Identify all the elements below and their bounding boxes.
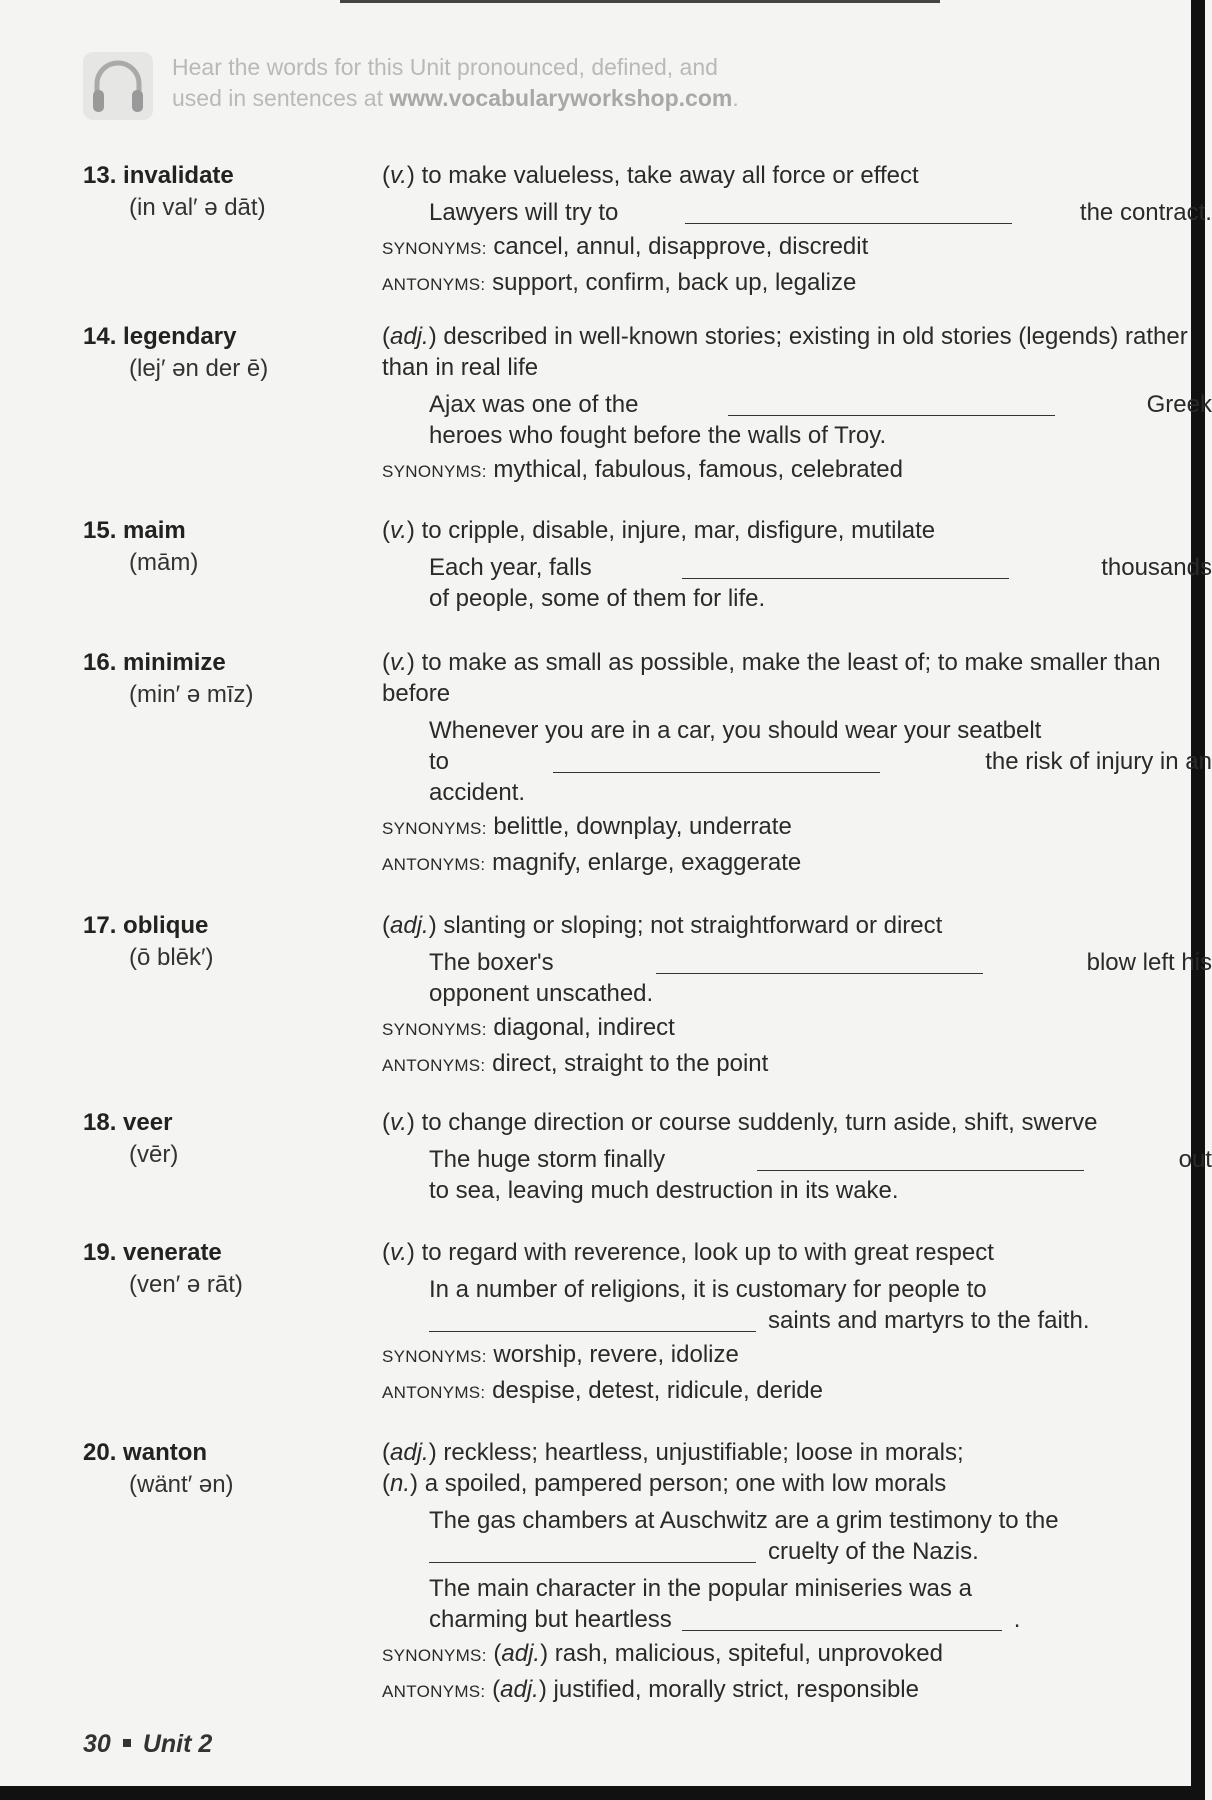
banner-line-1: Hear the words for this Unit pronounced, defined, and <box>172 54 718 80</box>
entry-heading <box>83 321 383 385</box>
example-line <box>429 1536 1212 1567</box>
entry-word: oblique <box>123 912 209 939</box>
example-sentence <box>382 715 1212 808</box>
audio-banner-text <box>172 52 739 114</box>
definition: (v.) to regard with reverence, look up to with great respect <box>382 1239 994 1266</box>
synonyms-line <box>382 455 1212 487</box>
example-text: thousands <box>1101 554 1212 581</box>
part-of-speech: v. <box>390 162 407 189</box>
definition-text: slanting or sloping; not straightforward or direct <box>443 912 943 939</box>
part-of-speech: v. <box>390 1109 407 1136</box>
definition: (n.) a spoiled, pampered person; one with low morals <box>382 1470 947 1497</box>
example-text: of people, some of them for life. <box>429 585 766 612</box>
entry-heading <box>83 1437 383 1501</box>
entry-title-line <box>83 1107 383 1139</box>
definition-text: described in well-known stories; existing in old stories (legends) rather than in real life <box>382 323 1188 381</box>
entry-word: minimize <box>123 649 226 676</box>
definition: (adj.) reckless; heartless, unjustifiable; loose in morals; <box>382 1439 964 1466</box>
entry-word: venerate <box>123 1239 222 1266</box>
definition: (v.) to make valueless, take away all force or effect <box>382 162 919 189</box>
answer-blank[interactable] <box>656 953 983 974</box>
example-line <box>429 978 1212 1009</box>
example-text: the contract. <box>1079 199 1212 226</box>
example-text: heroes who fought before the walls of Troy. <box>429 422 887 449</box>
answer-blank[interactable] <box>728 395 1055 416</box>
answer-blank[interactable] <box>757 1150 1084 1171</box>
example-text: The main character in the popular miniseries was a <box>429 1575 972 1602</box>
example-text: saints and martyrs to the faith. <box>768 1307 1090 1334</box>
example-sentence <box>382 1505 1212 1567</box>
answer-blank[interactable] <box>429 1311 756 1332</box>
entry-number: 20. <box>83 1439 117 1466</box>
example-text: cruelty of the Nazis. <box>768 1538 979 1565</box>
example-line <box>429 715 1212 746</box>
definition-text: to make as small as possible, make the least of; to make smaller than before <box>382 649 1161 707</box>
antonyms-line <box>382 1376 1212 1408</box>
example-sentence <box>382 947 1212 1009</box>
synonyms-text: rash, malicious, spiteful, unprovoked <box>554 1640 943 1667</box>
entry-title-line <box>83 515 383 547</box>
banner-line-2: used in sentences at <box>172 85 383 111</box>
entry-number: 17. <box>83 912 117 939</box>
pronunciation: (min′ ə mīz) <box>129 681 254 708</box>
part-of-speech: adj. <box>390 912 429 939</box>
answer-blank[interactable] <box>682 1610 1002 1631</box>
synonyms-text: mythical, fabulous, famous, celebrated <box>493 456 903 483</box>
example-line <box>429 583 1212 614</box>
synonyms-label: SYNONYMS: <box>382 1347 487 1366</box>
entry-word: legendary <box>123 323 237 350</box>
synonyms-text: worship, revere, idolize <box>493 1341 739 1368</box>
synonyms-line <box>382 232 1212 264</box>
website-link[interactable]: www.vocabularyworkshop.com <box>389 85 733 111</box>
headphones-icon <box>83 52 153 120</box>
example-text: to sea, leaving much destruction in its wake. <box>429 1177 899 1204</box>
synonyms-line <box>382 1013 1212 1045</box>
antonyms-label: ANTONYMS: <box>382 855 486 874</box>
part-of-speech: v. <box>390 649 407 676</box>
entry-number: 13. <box>83 162 117 189</box>
entry-title-line <box>83 1237 383 1269</box>
antonyms-text: direct, straight to the point <box>492 1050 769 1077</box>
synonyms-label: SYNONYMS: <box>382 1646 487 1665</box>
entry-number: 18. <box>83 1109 117 1136</box>
synonyms-label: SYNONYMS: <box>382 462 487 481</box>
entry-body <box>382 1107 1212 1206</box>
part-of-speech: adj. <box>500 1676 539 1703</box>
entry-body <box>382 1437 1212 1707</box>
example-line <box>429 1505 1212 1536</box>
example-line <box>429 777 1212 808</box>
example-text: Greek <box>1146 391 1212 418</box>
page-footer <box>83 1730 212 1759</box>
entry-heading <box>83 160 383 224</box>
synonyms-line: SYNONYMS: (adj.) rash, malicious, spiteful, unprovoked <box>382 1640 943 1667</box>
antonyms-text: magnify, enlarge, exaggerate <box>492 849 802 876</box>
example-text: . <box>1013 1606 1021 1633</box>
part-of-speech: v. <box>390 517 407 544</box>
example-sentence <box>382 552 1212 614</box>
example-sentence <box>382 1144 1212 1206</box>
example-line <box>429 1144 1212 1175</box>
antonyms-text: despise, detest, ridicule, deride <box>492 1377 823 1404</box>
page-number: 30 <box>83 1730 111 1758</box>
entry-word: wanton <box>123 1439 208 1466</box>
example-sentence <box>382 197 1212 228</box>
part-of-speech: n. <box>390 1470 411 1497</box>
entry-title-line <box>83 647 383 679</box>
example-text: accident. <box>429 779 526 806</box>
entry-heading <box>83 1107 383 1171</box>
part-of-speech: adj. <box>390 1439 429 1466</box>
antonyms-label: ANTONYMS: <box>382 1056 486 1075</box>
pronunciation: (vēr) <box>129 1141 179 1168</box>
example-line <box>429 1175 1212 1206</box>
synonyms-label: SYNONYMS: <box>382 1020 487 1039</box>
example-text: out <box>1178 1146 1212 1173</box>
definition: (adj.) slanting or sloping; not straightforward or direct <box>382 912 943 939</box>
entry-number: 15. <box>83 517 117 544</box>
example-text: blow left his <box>1086 949 1212 976</box>
example-text: The boxer's <box>429 949 554 976</box>
example-line <box>429 746 1212 777</box>
banner-period: . <box>732 85 739 111</box>
audio-banner <box>83 50 883 130</box>
antonyms-label: ANTONYMS: <box>382 1682 486 1701</box>
example-line <box>429 1305 1212 1336</box>
example-sentence <box>382 1274 1212 1336</box>
answer-blank[interactable] <box>553 752 880 773</box>
entry-word: maim <box>123 517 186 544</box>
antonyms-line <box>382 268 1212 300</box>
example-text: In a number of religions, it is customary for people to <box>429 1276 987 1303</box>
entry-title-line <box>83 1437 383 1469</box>
definition: (adj.) described in well-known stories; existing in old stories (legends) rather than in real life <box>382 323 1188 381</box>
synonyms-text: belittle, downplay, underrate <box>493 813 792 840</box>
example-line <box>429 420 1212 451</box>
antonyms-text: justified, morally strict, responsible <box>553 1676 919 1703</box>
page-edge-bottom <box>0 1786 1205 1800</box>
entry-body <box>382 1237 1212 1408</box>
entry-title-line <box>83 160 383 192</box>
example-line <box>429 552 1212 583</box>
antonyms-line: ANTONYMS: (adj.) justified, morally strict, responsible <box>382 1676 919 1703</box>
definition-text: a spoiled, pampered person; one with low morals <box>424 1470 947 1497</box>
antonyms-line <box>382 1049 1212 1081</box>
answer-blank[interactable] <box>682 558 1009 579</box>
example-line <box>429 1573 1212 1604</box>
example-sentence <box>382 1573 1212 1635</box>
entry-number: 19. <box>83 1239 117 1266</box>
example-text: The gas chambers at Auschwitz are a grim testimony to the <box>429 1507 1059 1534</box>
page-edge-top <box>340 0 940 3</box>
entry-body <box>382 515 1212 614</box>
synonyms-line <box>382 812 1212 844</box>
entry-heading <box>83 647 383 711</box>
definition-text: reckless; heartless, unjustifiable; loose in morals; <box>443 1439 964 1466</box>
entry-number: 16. <box>83 649 117 676</box>
entry-word: veer <box>123 1109 173 1136</box>
pronunciation: (in val′ ə dāt) <box>129 194 266 221</box>
part-of-speech: adj. <box>501 1640 541 1667</box>
pronunciation: (ven′ ə rāt) <box>129 1271 243 1298</box>
pronunciation: (ō blēk′) <box>129 944 214 971</box>
definition-text: to make valueless, take away all force or effect <box>421 162 919 189</box>
unit-label: Unit 2 <box>142 1730 213 1758</box>
definition: (v.) to change direction or course suddenly, turn aside, shift, swerve <box>382 1109 1098 1136</box>
example-line <box>429 197 1212 228</box>
example-sentence <box>382 389 1212 451</box>
example-text: the risk of injury in an <box>985 748 1212 775</box>
entry-body <box>382 910 1212 1081</box>
entry-heading <box>83 515 383 579</box>
synonyms-line <box>382 1340 1212 1372</box>
example-text: Ajax was one of the <box>429 391 639 418</box>
definition-text: to change direction or course suddenly, turn aside, shift, swerve <box>421 1109 1098 1136</box>
entry-body <box>382 160 1212 300</box>
entry-title-line <box>83 910 383 942</box>
example-line <box>429 389 1212 420</box>
antonyms-text: support, confirm, back up, legalize <box>492 269 857 296</box>
example-line <box>429 1274 1212 1305</box>
example-text: charming but heartless <box>429 1606 672 1633</box>
definition-text: to cripple, disable, injure, mar, disfigure, mutilate <box>421 517 936 544</box>
entry-heading <box>83 1237 383 1301</box>
antonyms-label: ANTONYMS: <box>382 1383 486 1402</box>
entry-body <box>382 647 1212 880</box>
example-text: Whenever you are in a car, you should wear your seatbelt <box>429 717 1042 744</box>
example-text: The huge storm finally <box>429 1146 666 1173</box>
synonyms-text: diagonal, indirect <box>493 1014 675 1041</box>
example-line <box>429 947 1212 978</box>
antonyms-label: ANTONYMS: <box>382 275 486 294</box>
entry-number: 14. <box>83 323 117 350</box>
entry-heading <box>83 910 383 974</box>
pronunciation: (lej′ ən der ē) <box>129 355 269 382</box>
example-text: opponent unscathed. <box>429 980 654 1007</box>
synonyms-label: SYNONYMS: <box>382 239 487 258</box>
answer-blank[interactable] <box>685 203 1012 224</box>
answer-blank[interactable] <box>429 1542 756 1563</box>
pronunciation: (wänt′ ən) <box>129 1471 234 1498</box>
part-of-speech: v. <box>390 1239 407 1266</box>
synonyms-label: SYNONYMS: <box>382 819 487 838</box>
example-text: Lawyers will try to <box>429 199 619 226</box>
definition: (v.) to make as small as possible, make the least of; to make smaller than before <box>382 649 1161 707</box>
example-text: to <box>429 748 450 775</box>
part-of-speech: adj. <box>390 323 429 350</box>
example-line <box>429 1604 1212 1635</box>
entry-title-line <box>83 321 383 353</box>
square-bullet-icon <box>123 1739 131 1747</box>
pronunciation: (mām) <box>129 549 199 576</box>
definition-text: to regard with reverence, look up to with great respect <box>421 1239 994 1266</box>
example-text: Each year, falls <box>429 554 592 581</box>
entry-word: invalidate <box>123 162 234 189</box>
entry-body <box>382 321 1212 487</box>
definition: (v.) to cripple, disable, injure, mar, disfigure, mutilate <box>382 517 936 544</box>
synonyms-text: cancel, annul, disapprove, discredit <box>493 233 869 260</box>
antonyms-line <box>382 848 1212 880</box>
